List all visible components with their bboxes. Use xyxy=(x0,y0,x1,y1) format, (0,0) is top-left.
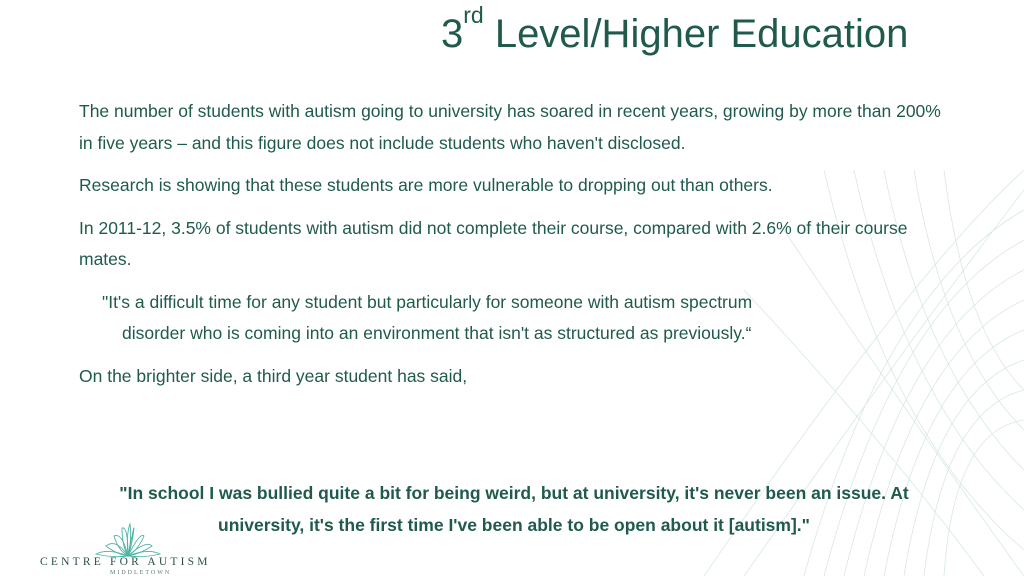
paragraph-enrollment: The number of students with autism going to university has soared in recent years, growing by more than 200% in five years – and this figure does not include students who haven't disclosed. xyxy=(79,101,941,153)
page-title xyxy=(441,2,1001,60)
logo-subtext: MIDDLETOWN xyxy=(110,570,172,576)
intro-line: On the brighter side, a third year student has said, xyxy=(79,365,468,386)
title-superscript: rd xyxy=(463,2,484,28)
expert-quote-line1: "It's a difficult time for any student but particularly for someone with autism spectrum xyxy=(102,291,753,312)
student-quote: "In school I was bullied quite a bit for being weird, but at university, it's never been an issue. At university, it's the first time I've been able to be open about it [autism]." xyxy=(119,483,909,535)
paragraph-statistics: In 2011-12, 3.5% of students with autism did not complete their course, compared with 2.6% of their course mates. xyxy=(79,217,908,269)
logo-text: CENTRE FOR AUTISM xyxy=(40,556,211,568)
body-text xyxy=(79,96,959,403)
paragraph-vulnerability: Research is showing that these students are more vulnerable to dropping out than others. xyxy=(79,175,773,195)
title-prefix: 3 xyxy=(441,12,464,56)
expert-quote xyxy=(79,287,959,350)
expert-quote-line2: disorder who is coming into an environment that isn't as structured as previously.“ xyxy=(122,323,752,343)
title-rest: Level/Higher Education xyxy=(483,12,909,56)
